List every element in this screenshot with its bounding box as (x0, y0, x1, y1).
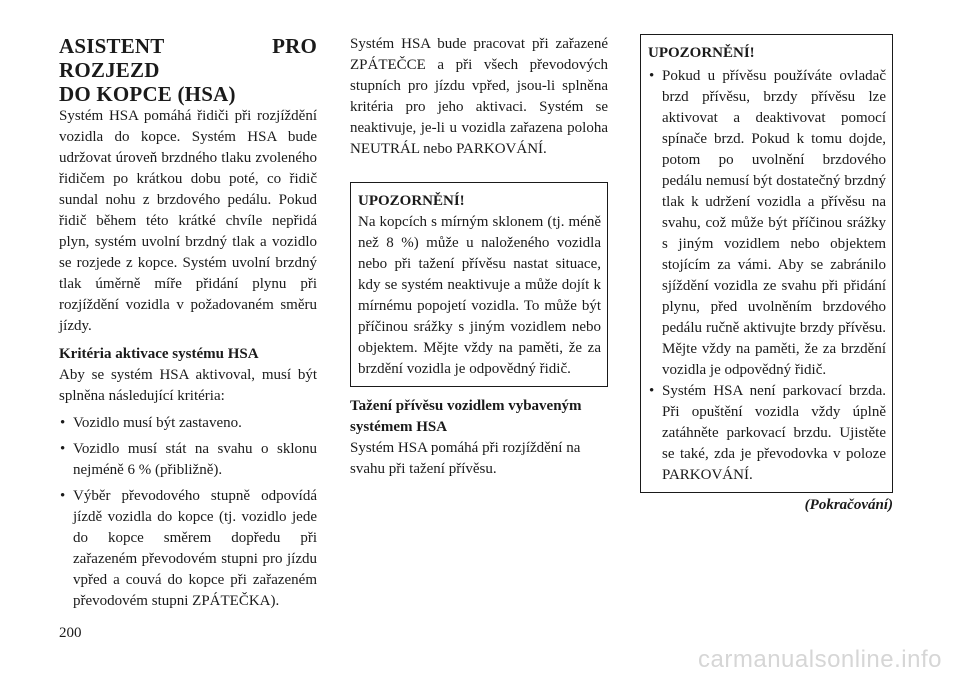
left-column (59, 34, 317, 617)
criteria-list (59, 413, 317, 612)
continued-label: (Pokračování) (804, 497, 893, 513)
middle-column (350, 34, 608, 480)
towing-heading: Tažení přívěsu vozidlem vybaveným systémem HSA (350, 398, 582, 435)
criteria-intro: Aby se systém HSA aktivoval, musí být splněna následující kritéria: (59, 367, 317, 404)
warning-list (648, 66, 886, 486)
criteria-heading: Kritéria aktivace systému HSA (59, 346, 259, 362)
page-number: 200 (59, 625, 82, 641)
hsa-intro-paragraph: Systém HSA pomáhá řidiči při rozjíždění vozidla do kopce. Systém HSA bude udržovat úroveň brzdného tlaku zvoleného řidičem po krátkou dobu poté, co řidič sundal nohu z brzdového pedálu. Pokud řidič během této krátké chvíle nepřidá plyn, systém uvolní brzdný tlak a vozidlo se rozjede z kopce. Systém uvolní brzdný tlak úměrně míře přidání plynu při rozjíždění vozidla v požadovaném směru jízdy. (59, 108, 317, 334)
warning-box (350, 182, 608, 387)
warning-box (640, 34, 893, 493)
warning-title: UPOZORNĚNÍ! (648, 45, 755, 61)
list-item: • Pokud u přívěsu používáte ovladač brzd přívěsu, brzdy přívěsu lze aktivovat a deaktivovat pomocí spínače brzd. Pokud k tomu dojde, potom po uvolnění brzdového pedálu nemusí být dostatečný brzdný tlak k udržení vozidla a přívěsu na svahu, což může být příčinou srážky s jiným vozidlem nebo objektem stojícím za vámi. Aby se zabránilo sjíždění vozidla ze svahu při přidání plynu, před uvolněním brzdového pedálu ručně aktivujte brzdy přívěsu. Mějte vždy na paměti, že za brzdění vozidla je odpovědný řidič. (648, 66, 886, 381)
list-item: • Vozidlo musí být zastaveno. (59, 413, 317, 434)
watermark: carmanualsonline.info (698, 646, 942, 673)
hsa-gear-paragraph: Systém HSA bude pracovat při zařazené ZPÁTEČCE a při všech převodových stupních pro jízdu vpřed, jsou-li splněna kritéria pro jeho aktivaci. Systém se neaktivuje, je-li u vozidla zařazena poloha NEUTRÁL nebo PARKOVÁNÍ. (350, 36, 608, 157)
right-column (640, 34, 893, 516)
section-title (59, 34, 317, 106)
section-title-line2: DO KOPCE (HSA) (59, 82, 236, 106)
warning-text: Na kopcích s mírným sklonem (tj. méně než 8 %) může u naloženého vozidla nebo při tažení přívěsu nastat situace, kdy se systém neaktivuje a může dojít k mírnému popojetí vozidla. To může být příčinou srážky s jiným vozidlem nebo objektem. Mějte vždy na paměti, že za brzdění vozidla je odpovědný řidič. (358, 214, 601, 377)
list-item: • Výběr převodového stupně odpovídá jízdě vozidla do kopce (tj. vozidlo jede do kopce směrem dopředu při zařazeném převodovém stupni pro jízdu vpřed a couvá do kopce při zařazeném převodovém stupni ZPÁTEČKA). (59, 486, 317, 612)
list-item: • Vozidlo musí stát na svahu o sklonu nejméně 6 % (přibližně). (59, 439, 317, 481)
towing-text: Systém HSA pomáhá při rozjíždění na svahu při tažení přívěsu. (350, 440, 581, 477)
list-item: • Systém HSA není parkovací brzda. Při opuštění vozidla vždy úplně zatáhněte parkovací brzdu. Ujistěte se také, zda je převodovka v poloze PARKOVÁNÍ. (648, 381, 886, 486)
warning-title: UPOZORNĚNÍ! (358, 193, 465, 209)
section-title-line1: ASISTENT PRO ROZJEZD (59, 34, 317, 82)
